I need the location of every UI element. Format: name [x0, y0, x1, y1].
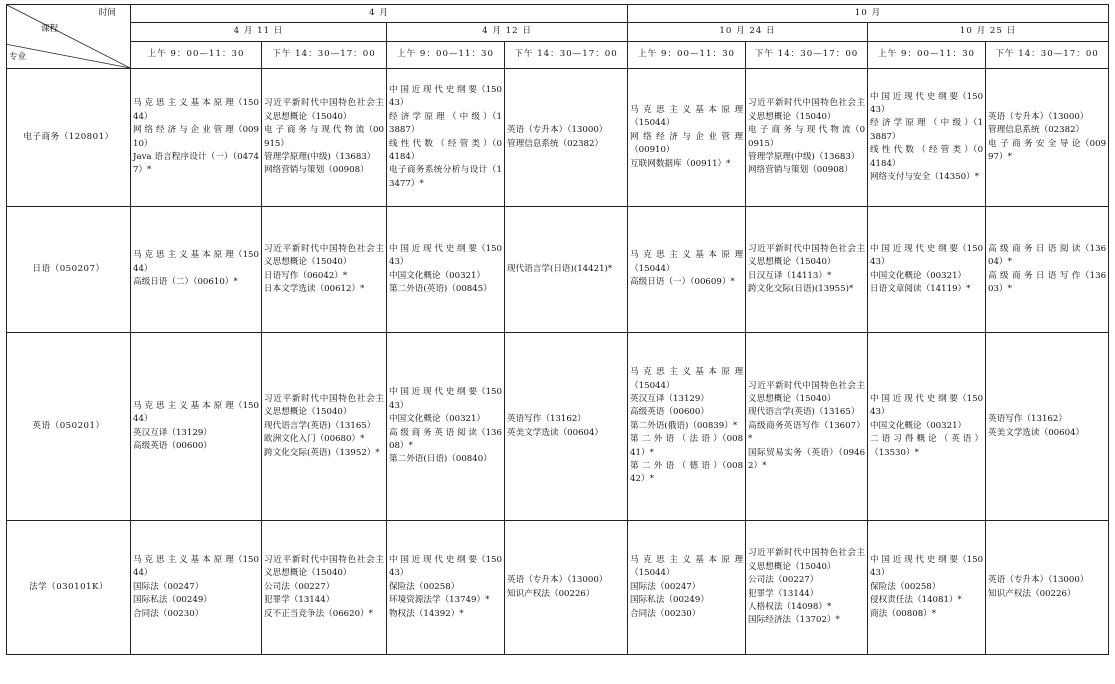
table-row: [7, 207, 1109, 333]
exam-cell-text: 习近平新时代中国特色社会主义思想概论（15040） 现代语言学(英语)（13165） 高级商务英语写作（13607）* 国际贸易实务（英语）（09462）*: [748, 380, 866, 472]
session-header: 上午 9：00—11：30: [868, 42, 986, 69]
date-header: 10 月 24 日: [628, 23, 868, 42]
exam-cell-text: 习近平新时代中国特色社会主义思想概论（15040） 日语写作（06042）* 日本文学选读（00612）*: [264, 243, 384, 294]
exam-cell: [387, 521, 505, 655]
exam-cell-text: 习近平新时代中国特色社会主义思想概论（15040） 公司法（00227） 犯罪学（13144） 反不正当竞争法（06620）*: [264, 554, 384, 619]
exam-cell: [131, 521, 262, 655]
exam-cell: [868, 207, 986, 333]
exam-cell-text: 马 克 思 主 义 基 本 原 理（15044） 英汉互译（13129） 高级英语（00600）: [133, 400, 259, 451]
session-header: 上午 9：00—11：30: [387, 42, 505, 69]
exam-cell-text: 高 级 商 务 日 语 阅 读（13604）* 高 级 商 务 日 语 写 作（13603）*: [988, 243, 1107, 294]
exam-cell-text: 马 克 思 主 义 基 本 原 理（15044） 网 络 经 济 与 企 业 管 理（00910） 互联网数据库（00911）*: [630, 104, 744, 169]
exam-cell: [387, 207, 505, 333]
exam-cell: [628, 69, 746, 207]
date-header: 4 月 11 日: [131, 23, 387, 42]
major-name: 日语（050207）: [7, 207, 131, 333]
exam-cell: [505, 69, 628, 207]
corner-time-label: 时间: [98, 8, 116, 18]
exam-cell-text: 马 克 思 主 义 基 本 原 理（15044） 高级日语（二）（00610）*: [133, 250, 259, 288]
exam-cell-text: 中 国 近 现 代 史 纲 要（15043） 中国文化概论（00321） 第二外语(英语)（00845）: [389, 243, 502, 294]
date-header: 10 月 25 日: [868, 23, 1109, 42]
exam-cell-text: 英语（专升本）（13000） 管理信息系统（02382）: [507, 125, 608, 149]
exam-cell-text: 马 克 思 主 义 基 本 原 理（15044） 网 络 经 济 与 企 业 管 理（00910） Java 语言程序设计（一）（04747）*: [133, 98, 259, 176]
exam-cell-text: 习近平新时代中国特色社会主义思想概论（15040） 公司法（00227） 犯罪学（13144） 人格权法（14098）* 国际经济法（13702）*: [748, 548, 866, 626]
exam-cell-text: 习近平新时代中国特色社会主义思想概论（15040） 电 子 商 务 与 现 代 物 流（00915） 管理学原理(中级)（13683） 网络营销与策划（00908）: [264, 98, 384, 176]
exam-cell: [131, 333, 262, 521]
exam-cell-text: 中 国 近 现 代 史 纲 要（15043） 经 济 学 原 理 （ 中 级 ）（13887） 线 性 代 数 （ 经 管 类 ）（04184） 电子商务系统分析与设计（13477）*: [389, 84, 502, 189]
exam-cell: [868, 521, 986, 655]
exam-cell: [505, 207, 628, 333]
corner-header: [7, 5, 131, 69]
corner-course-label: 课程: [41, 24, 59, 34]
table-row: [7, 333, 1109, 521]
exam-cell: [986, 69, 1109, 207]
exam-cell: [505, 333, 628, 521]
month-header-october: 10 月: [628, 5, 1109, 23]
exam-cell-text: 习近平新时代中国特色社会主义思想概论（15040） 现代语言学(英语)（13165） 欧洲文化入门（00680）* 跨文化交际(英语)（13952）*: [264, 393, 384, 458]
exam-cell: [986, 333, 1109, 521]
exam-cell: [746, 69, 868, 207]
exam-cell: [628, 207, 746, 333]
exam-cell: [746, 333, 868, 521]
exam-cell: [262, 521, 387, 655]
exam-cell: [746, 521, 868, 655]
exam-cell: [505, 521, 628, 655]
exam-cell-text: 英语（专升本）（13000） 知识产权法（00226）: [988, 575, 1089, 599]
exam-cell-text: 现代语言学(日语)(14421)*: [507, 263, 613, 274]
exam-cell-text: 马 克 思 主 义 基 本 原 理（15044） 国际法（00247） 国际私法（00249） 合同法（00230）: [133, 554, 259, 619]
session-header: 上午 9：00—11：30: [628, 42, 746, 69]
month-header-april: 4 月: [131, 5, 628, 23]
table-row: [7, 69, 1109, 207]
exam-cell: [746, 207, 868, 333]
exam-cell: [387, 69, 505, 207]
exam-cell-text: 中 国 近 现 代 史 纲 要（15043） 中国文化概论（00321） 日语文章阅读（14119）*: [870, 243, 984, 294]
exam-cell-text: 英语写作（13162） 英美文学选读（00604）: [507, 414, 604, 438]
exam-cell-text: 中 国 近 现 代 史 纲 要（15043） 经 济 学 原 理 （ 中 级 ）（13887） 线 性 代 数 （ 经 管 类 ）（04184） 网络支付与安全（14350）*: [870, 91, 984, 183]
exam-cell: [131, 69, 262, 207]
exam-cell-text: 英语（专升本）（13000） 知识产权法（00226）: [507, 575, 608, 599]
exam-cell-text: 习近平新时代中国特色社会主义思想概论（15040） 日汉互译（14113）* 跨文化交际(日语)(13955)*: [748, 243, 866, 294]
exam-cell-text: 中 国 近 现 代 史 纲 要（15043） 中国文化概论（00321） 二 语 习 得 概 论 （ 英 语 ）（13530）*: [870, 393, 984, 458]
exam-cell: [986, 521, 1109, 655]
exam-cell-text: 英语（专升本）（13000） 管理信息系统（02382） 电 子 商 务 安 全 导 论（00997）*: [988, 111, 1107, 162]
session-header: 下午 14：30—17：00: [986, 42, 1109, 69]
exam-cell: [262, 333, 387, 521]
exam-cell-text: 中 国 近 现 代 史 纲 要（15043） 保险法（00258） 侵权责任法（14081）* 商法（00808）*: [870, 554, 984, 619]
exam-cell-text: 马 克 思 主 义 基 本 原 理（15044） 国际法（00247） 国际私法（00249） 合同法（00230）: [630, 554, 744, 619]
exam-cell: [986, 207, 1109, 333]
session-header: 下午 14：30—17：00: [505, 42, 628, 69]
exam-cell-text: 习近平新时代中国特色社会主义思想概论（15040） 电 子 商 务 与 现 代 物 流（00915） 管理学原理(中级)（13683） 网络营销与策划（00908）: [748, 98, 866, 176]
exam-cell: [868, 333, 986, 521]
exam-cell: [262, 69, 387, 207]
corner-major-label: 专业: [9, 52, 27, 62]
major-name: 英语（050201）: [7, 333, 131, 521]
exam-cell: [628, 333, 746, 521]
exam-cell: [131, 207, 262, 333]
session-header: 下午 14：30—17：00: [262, 42, 387, 69]
exam-cell-text: 中 国 近 现 代 史 纲 要（15043） 保险法（00258） 环境资源法学（13749）* 物权法（14392）*: [389, 554, 502, 619]
exam-cell-text: 马 克 思 主 义 基 本 原 理（15044） 英汉互译（13129） 高级英语（00600） 第二外语(俄语)（00839）* 第 二 外 语 （ 法 语 ）（00841）* 第 二 外 语 （ 德 语 ）（00842）*: [630, 367, 744, 485]
table-row: [7, 521, 1109, 655]
exam-cell-text: 中 国 近 现 代 史 纲 要（15043） 中国文化概论（00321） 高 级 商 务 英 语 阅 读（13608）* 第二外语(日语)（00840）: [389, 387, 502, 465]
exam-cell: [262, 207, 387, 333]
session-header: 上午 9：00—11：30: [131, 42, 262, 69]
exam-cell-text: 马 克 思 主 义 基 本 原 理（15044） 高级日语（一）（00609）*: [630, 250, 744, 288]
exam-schedule-table: [6, 4, 1109, 655]
major-name: 法学（030101K）: [7, 521, 131, 655]
exam-cell-text: 英语写作（13162） 英美文学选读（00604）: [988, 414, 1085, 438]
exam-cell: [387, 333, 505, 521]
session-header: 下午 14：30—17：00: [746, 42, 868, 69]
exam-cell: [628, 521, 746, 655]
date-header: 4 月 12 日: [387, 23, 628, 42]
exam-cell: [868, 69, 986, 207]
major-name: 电子商务（120801）: [7, 69, 131, 207]
